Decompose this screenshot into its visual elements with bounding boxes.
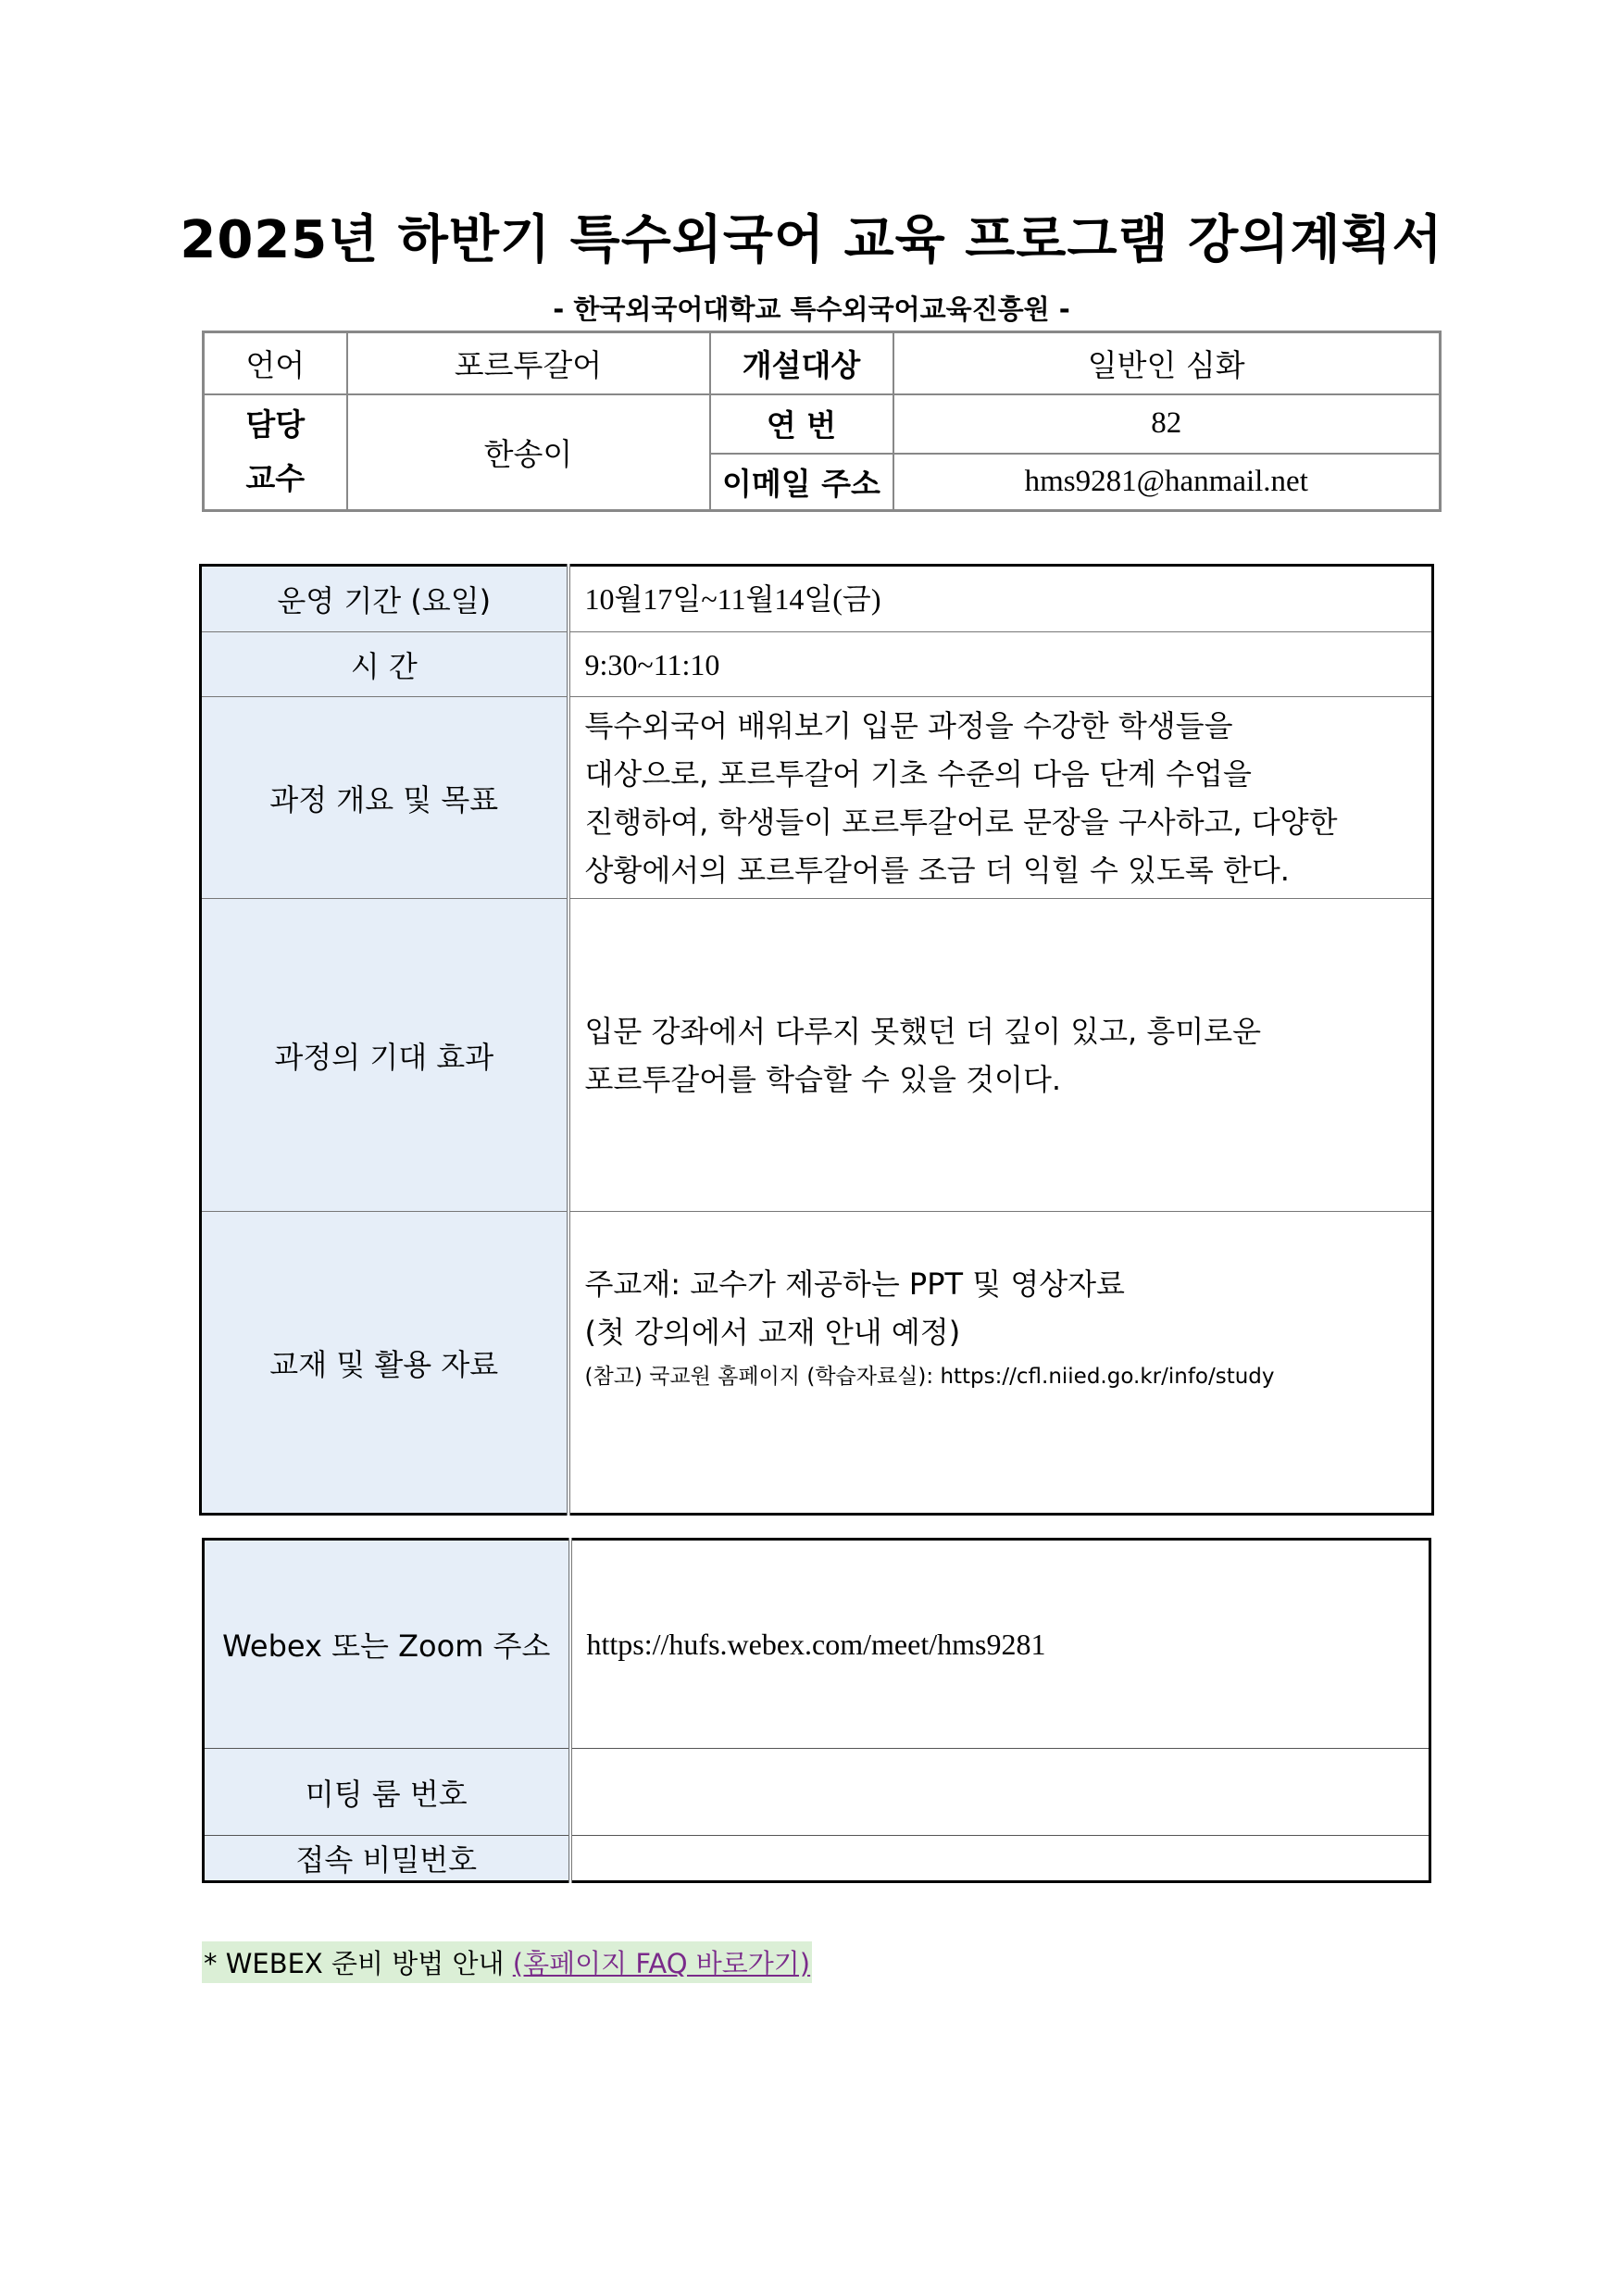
- page-title: 2025년 하반기 특수외국어 교육 프로그램 강의계획서: [180, 210, 1443, 270]
- language-value: 포르투갈어: [347, 332, 710, 394]
- overview-line: 대상으로, 포르투갈어 기초 수준의 다음 단계 수업을: [584, 755, 1252, 792]
- url-label: Webex 또는 Zoom 주소: [204, 1540, 570, 1749]
- professor-label-line1: 담당: [245, 406, 306, 443]
- professor-label: [204, 394, 347, 511]
- url-value[interactable]: https://hufs.webex.com/meet/hms9281: [570, 1540, 1430, 1749]
- room-label: 미팅 룸 번호: [204, 1749, 570, 1836]
- period-value: 10월17일~11월14일(금): [568, 566, 1433, 632]
- professor-label-line2: 교수: [245, 460, 306, 497]
- ext-value: 82: [893, 394, 1441, 454]
- password-value: [570, 1836, 1430, 1882]
- email-value: hms9281@hanmail.net: [893, 454, 1441, 511]
- overview-line: 진행하여, 학생들이 포르투갈어로 문장을 구사하고, 다양한: [584, 804, 1338, 840]
- time-label: 시 간: [201, 632, 568, 697]
- materials-label: 교재 및 활용 자료: [201, 1212, 568, 1515]
- materials-line: (첫 강의에서 교재 안내 예정): [584, 1315, 961, 1350]
- effect-label: 과정의 기대 효과: [201, 899, 568, 1212]
- overview-line: 특수외국어 배워보기 입문 과정을 수강한 학생들을: [584, 707, 1233, 743]
- target-label: 개설대상: [710, 332, 893, 394]
- overview-label: 과정 개요 및 목표: [201, 697, 568, 899]
- effect-line: 포르투갈어를 학습할 수 있을 것이다.: [584, 1061, 1062, 1097]
- email-label: 이메일 주소: [710, 454, 893, 511]
- password-label: 접속 비밀번호: [204, 1836, 570, 1882]
- online-table: [202, 1538, 1431, 1883]
- ext-label: 연 번: [710, 394, 893, 454]
- materials-line: 주교재: 교수가 제공하는 PPT 및 영상자료: [584, 1267, 1125, 1302]
- period-label: 운영 기간 (요일): [201, 566, 568, 632]
- note-text: * WEBEX 준비 방법 안내: [204, 1948, 513, 1979]
- target-value: 일반인 심화: [893, 332, 1441, 394]
- overview-value: [568, 697, 1433, 899]
- info-table: [202, 331, 1442, 512]
- room-value: [570, 1749, 1430, 1836]
- overview-line: 상황에서의 포르투갈어를 조금 더 익힐 수 있도록 한다.: [584, 852, 1290, 888]
- effect-line: 입문 강좌에서 다루지 못했던 더 깊이 있고, 흥미로운: [584, 1013, 1262, 1049]
- course-table: [199, 564, 1434, 1516]
- page-subtitle: - 한국외국어대학교 특수외국어교육진흥원 -: [553, 293, 1070, 325]
- effect-value: [568, 899, 1433, 1212]
- professor-value: 한송이: [347, 394, 710, 511]
- time-value: 9:30~11:10: [568, 632, 1433, 697]
- materials-value: [568, 1212, 1433, 1515]
- language-label: 언어: [204, 332, 347, 394]
- webex-note: [202, 1941, 812, 1983]
- materials-reference: (참고) 국교원 홈페이지 (학습자료실): https://cfl.niied.go.kr/info/study: [584, 1365, 1275, 1389]
- faq-link[interactable]: (홈페이지 FAQ 바로가기): [512, 1948, 811, 1979]
